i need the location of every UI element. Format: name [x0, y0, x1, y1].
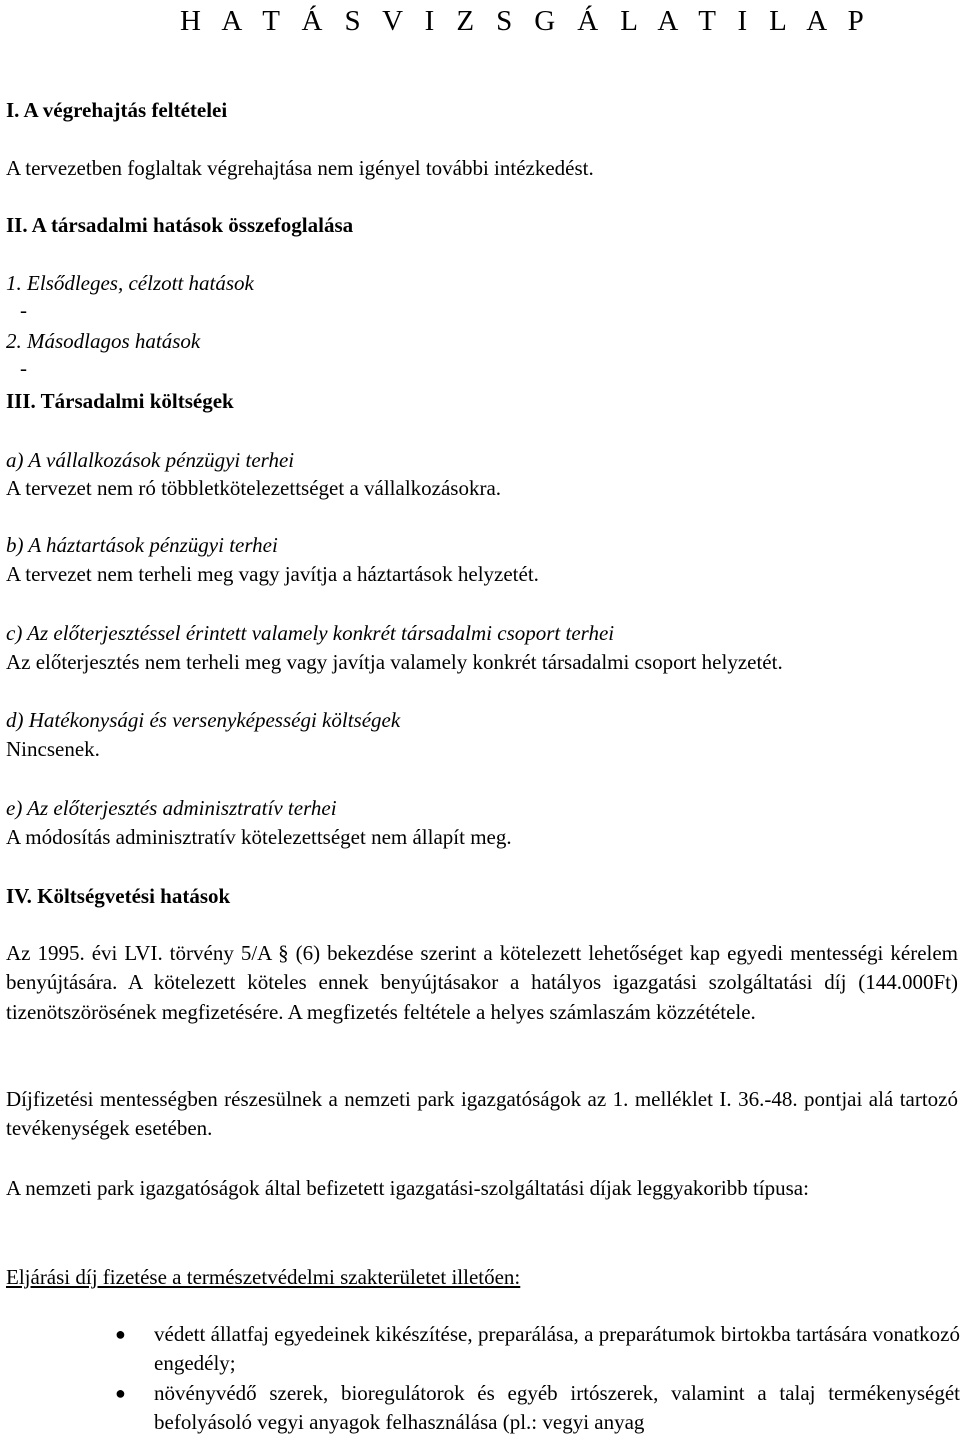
section-3-a-title: a) A vállalkozások pénzügyi terhei	[6, 448, 295, 472]
section-3-d-text: Nincsenek.	[6, 737, 100, 761]
list-item: növényvédő szerek, bioregulátorok és egyéb irtószerek, valamint a talaj termékenységét befolyásoló vegyi anyagok felhasználása (pl.: vegyi anyag	[154, 1381, 960, 1435]
section-2-item-2: 2. Másodlagos hatások	[6, 329, 201, 353]
section-4-heading: IV. Költségvetési hatások	[6, 884, 231, 908]
bullet-marker: ●	[115, 1324, 126, 1344]
section-3-d-title: d) Hatékonysági és versenyképességi költségek	[6, 708, 401, 732]
section-3-e-title: e) Az előterjesztés adminisztratív terhei	[6, 796, 337, 820]
section-3-a-text: A tervezet nem ró többletkötelezettséget a vállalkozásokra.	[6, 476, 502, 500]
section-3-e-text: A módosítás adminisztratív kötelezettséget nem állapít meg.	[6, 825, 512, 849]
section-3-b-title: b) A háztartások pénzügyi terhei	[6, 533, 278, 557]
document-title: H A T Á S V I Z S G Á L A T I L A P	[180, 5, 872, 37]
section-4-paragraph-1: Az 1995. évi LVI. törvény 5/A § (6) bekezdése szerint a kötelezett lehetőséget kap egyedi mentességi kérelem benyújtására. A kötelezett köteles ennek benyújtásakor a hatályos igazgatási szolgáltatási díj (144.000Ft) tizenötszörösének megfizetésére. A megfizetés feltétele a helyes számlaszám közzététele.	[6, 941, 958, 1024]
section-3-b-text: A tervezet nem terheli meg vagy javítja a háztartások helyzetét.	[6, 562, 539, 586]
section-2-item-1: 1. Elsődleges, célzott hatások	[6, 271, 254, 295]
section-3-c-title: c) Az előterjesztéssel érintett valamely konkrét társadalmi csoport terhei	[6, 621, 615, 645]
section-3-heading: III. Társadalmi költségek	[6, 389, 234, 413]
section-2-dash-2: -	[20, 356, 27, 380]
bullet-marker: ●	[115, 1383, 126, 1403]
section-4-paragraph-2: Díjfizetési mentességben részesülnek a nemzeti park igazgatóságok az 1. melléklet I. 36.-48. pontjai alá tartozó tevékenységek esetében.	[6, 1087, 958, 1141]
section-2-dash-1: -	[20, 298, 27, 322]
section-1-text: A tervezetben foglaltak végrehajtása nem igényel további intézkedést.	[6, 156, 594, 180]
section-4-paragraph-3: A nemzeti park igazgatóságok által befizetett igazgatási-szolgáltatási díjak leggyakoribb típusa:	[6, 1176, 809, 1200]
section-3-c-text: Az előterjesztés nem terheli meg vagy javítja valamely konkrét társadalmi csoport helyzetét.	[6, 650, 783, 674]
list-item: védett állatfaj egyedeinek kikészítése, preparálása, a preparátumok birtokba tartására vonatkozó engedély;	[154, 1322, 960, 1376]
section-2-heading: II. A társadalmi hatások összefoglalása	[6, 213, 354, 237]
section-1-heading: I. A végrehajtás feltételei	[6, 98, 228, 122]
section-4-underlined-heading: Eljárási díj fizetése a természetvédelmi szakterületet illetően:	[6, 1265, 521, 1289]
